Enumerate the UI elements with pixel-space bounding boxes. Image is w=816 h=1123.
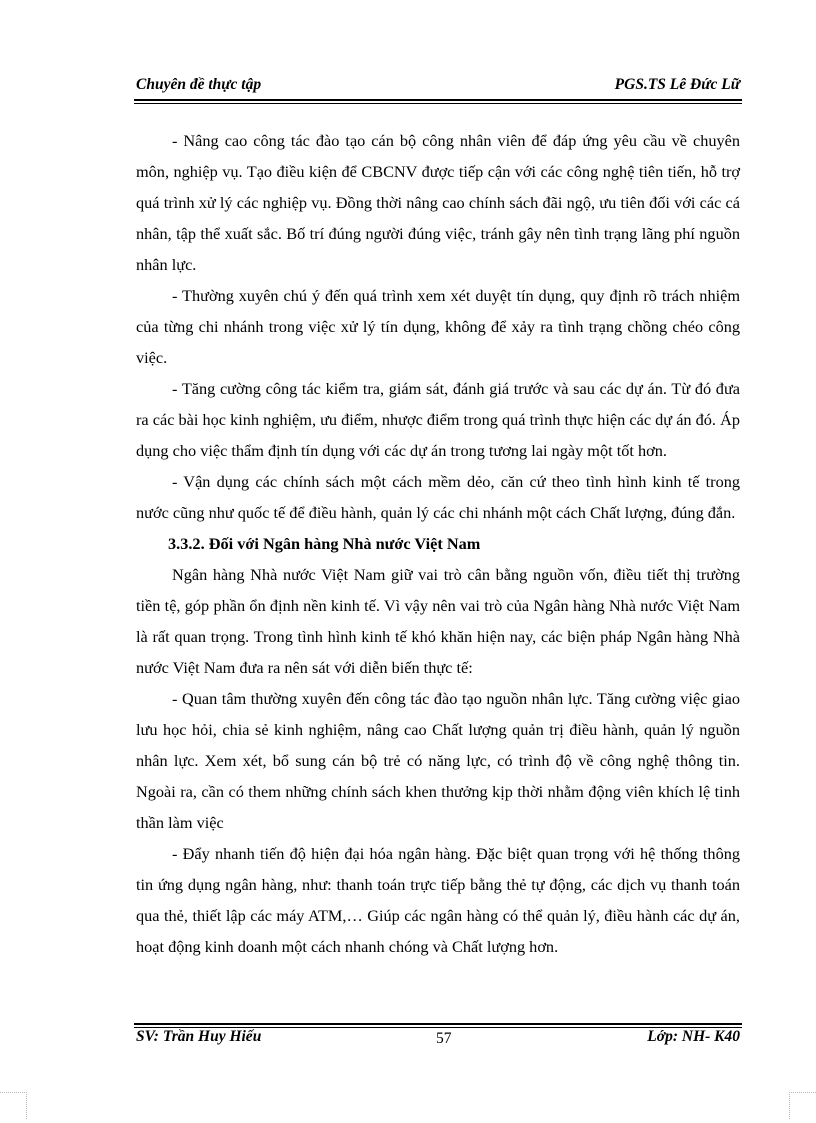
corner-mark-right (789, 1092, 816, 1119)
footer-rule (134, 1023, 742, 1025)
page-header (136, 74, 740, 100)
footer-student: SV: Trần Huy Hiếu (136, 1028, 262, 1045)
header-author: PGS.TS Lê Đức Lữ (614, 76, 740, 93)
page-footer (136, 1028, 740, 1054)
page-number: 57 (436, 1030, 452, 1047)
paragraph-policy: - Vận dụng các chính sách một cách mềm dẻo, căn cứ theo tình hình kinh tế trong nước cũng như quốc tế để điều hành, quản lý các chi nhánh một cách Chất lượng, đúng đắn. (136, 472, 740, 522)
paragraph-human-resources: - Quan tâm thường xuyên đến công tác đào tạo nguồn nhân lực. Tăng cường việc giao lưu học hỏi, chia sẻ kinh nghiệm, nâng cao Chất lượng quản trị điều hành, quản lý nguồn nhân lực. Xem xét, bổ sung cán bộ trẻ có năng lực, có trình độ về công nghệ thông tin. Ngoài ra, cần có them những chính sách khen thưởng kịp thời nhằm động viên khích lệ tinh thần làm việc (136, 689, 740, 832)
page-body (136, 125, 740, 962)
section-heading: 3.3.2. Đối với Ngân hàng Nhà nước Việt Nam (168, 534, 481, 553)
paragraph-training: - Nâng cao công tác đào tạo cán bộ công nhân viên để đáp ứng yêu cầu về chuyên môn, nghiệp vụ. Tạo điều kiện để CBCNV được tiếp cận với các công nghệ tiên tiến, hỗ trợ quá trình xử lý các nghiệp vụ. Đồng thời nâng cao chính sách đãi ngộ, ưu tiên đối với các cá nhân, tập thể xuất sắc. Bố trí đúng người đúng việc, tránh gây nên tình trạng lãng phí nguồn nhân lực. (136, 131, 740, 274)
footer-class: Lớp: NH- K40 (647, 1028, 740, 1045)
header-rule (134, 99, 742, 101)
paragraph-credit-review: - Thường xuyên chú ý đến quá trình xem xét duyệt tín dụng, quy định rõ trách nhiệm của từng chi nhánh trong việc xử lý tín dụng, không để xảy ra tình trạng chồng chéo công việc. (136, 286, 740, 367)
corner-mark-left (0, 1092, 27, 1119)
header-title: Chuyên đề thực tập (136, 76, 262, 93)
paragraph-inspection: - Tăng cường công tác kiểm tra, giám sát, đánh giá trước và sau các dự án. Từ đó đưa ra các bài học kinh nghiệm, ưu điểm, nhược điểm trong quá trình thực hiện các dự án đó. Áp dụng cho việc thẩm định tín dụng với các dự án trong tương lai ngày một tốt hơn. (136, 379, 740, 460)
header-rule-thin (134, 103, 742, 104)
paragraph-modernization: - Đẩy nhanh tiến độ hiện đại hóa ngân hàng. Đặc biệt quan trọng với hệ thống thông tin ứng dụng ngân hàng, như: thanh toán trực tiếp bằng thẻ tự động, các dịch vụ thanh toán qua thẻ, thiết lập các máy ATM,… Giúp các ngân hàng có thể quản lý, điều hành các dự án, hoạt động kinh doanh một cách nhanh chóng và Chất lượng hơn. (136, 844, 740, 956)
paragraph-state-bank-role: Ngân hàng Nhà nước Việt Nam giữ vai trò cân bằng nguồn vốn, điều tiết thị trường tiền tệ, góp phần ổn định nền kinh tế. Vì vậy nên vai trò của Ngân hàng Nhà nước Việt Nam là rất quan trọng. Trong tình hình kinh tế khó khăn hiện nay, các biện pháp Ngân hàng Nhà nước Việt Nam đưa ra nên sát với diễn biến thực tế: (136, 565, 740, 677)
